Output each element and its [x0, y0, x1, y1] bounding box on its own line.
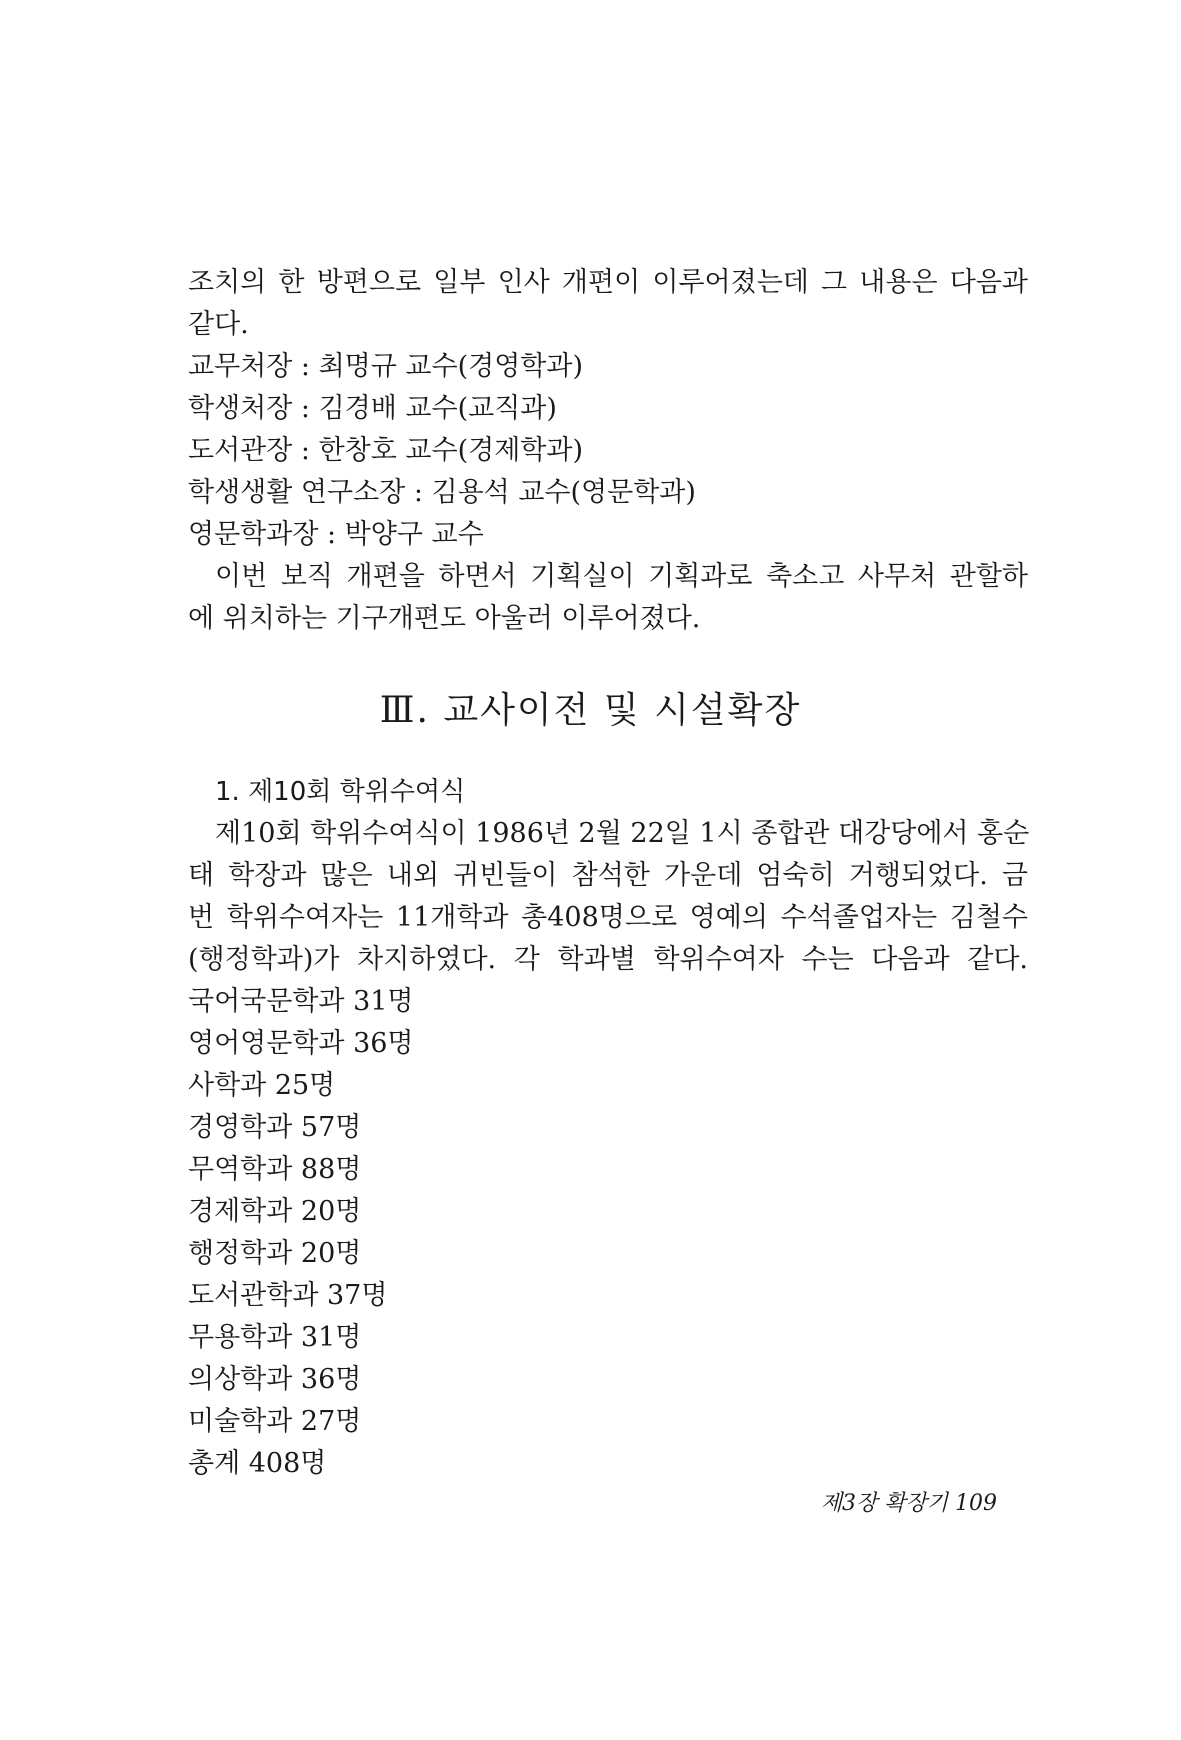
graduate-count-item: 무용학과 31명 — [188, 1322, 362, 1353]
graduate-count-item: 국어국문학과 31명 — [188, 986, 414, 1017]
graduate-count-item: 사학과 25명 — [188, 1070, 336, 1101]
intro-line: 같다. — [188, 309, 249, 340]
graduate-count-item: 의상학과 36명 — [188, 1364, 362, 1395]
ceremony-line: 태 학장과 많은 내외 귀빈들이 참석한 가운데 엄숙히 거행되었다. 금 — [188, 860, 1028, 891]
appointment-item: 영문학과장 : 박양구 교수 — [188, 519, 484, 550]
ceremony-line: (행정학과)가 차지하였다. 각 학과별 학위수여자 수는 다음과 같다. — [188, 944, 1028, 975]
intro-block — [188, 262, 1028, 640]
appointment-item: 학생생활 연구소장 : 김용석 교수(영문학과) — [188, 477, 696, 508]
graduate-count-item: 미술학과 27명 — [188, 1406, 362, 1437]
ceremony-block — [188, 813, 1028, 1485]
graduate-count-item: 도서관학과 37명 — [188, 1280, 388, 1311]
intro-line: 조치의 한 방편으로 일부 인사 개편이 이루어졌는데 그 내용은 다음과 — [188, 267, 1028, 298]
graduate-count-item: 행정학과 20명 — [188, 1238, 362, 1269]
graduate-count-item: 영어영문학과 36명 — [188, 1028, 414, 1059]
appointment-item: 학생처장 : 김경배 교수(교직과) — [188, 393, 557, 424]
graduate-count-item: 무역학과 88명 — [188, 1154, 362, 1185]
graduate-count-item: 경영학과 57명 — [188, 1112, 362, 1143]
restructure-line: 에 위치하는 기구개편도 아울러 이루어졌다. — [188, 603, 701, 634]
appointment-item: 교무처장 : 최명규 교수(경영학과) — [188, 351, 583, 382]
graduate-count-item: 경제학과 20명 — [188, 1196, 362, 1227]
appointment-item: 도서관장 : 한창호 교수(경제학과) — [188, 435, 583, 466]
section-title: Ⅲ. 교사이전 및 시설확장 — [379, 690, 802, 731]
graduate-total: 총계 408명 — [188, 1448, 327, 1479]
page-footer: 제3장 확장기 109 — [820, 1491, 997, 1516]
subsection-title: 1. 제10회 학위수여식 — [215, 777, 466, 807]
ceremony-line: 번 학위수여자는 11개학과 총408명으로 영예의 수석졸업자는 김철수 — [188, 902, 1028, 933]
ceremony-line: 제10회 학위수여식이 1986년 2월 22일 1시 종합관 대강당에서 홍순 — [215, 818, 1030, 849]
restructure-line: 이번 보직 개편을 하면서 기획실이 기획과로 축소고 사무처 관할하 — [215, 561, 1028, 592]
